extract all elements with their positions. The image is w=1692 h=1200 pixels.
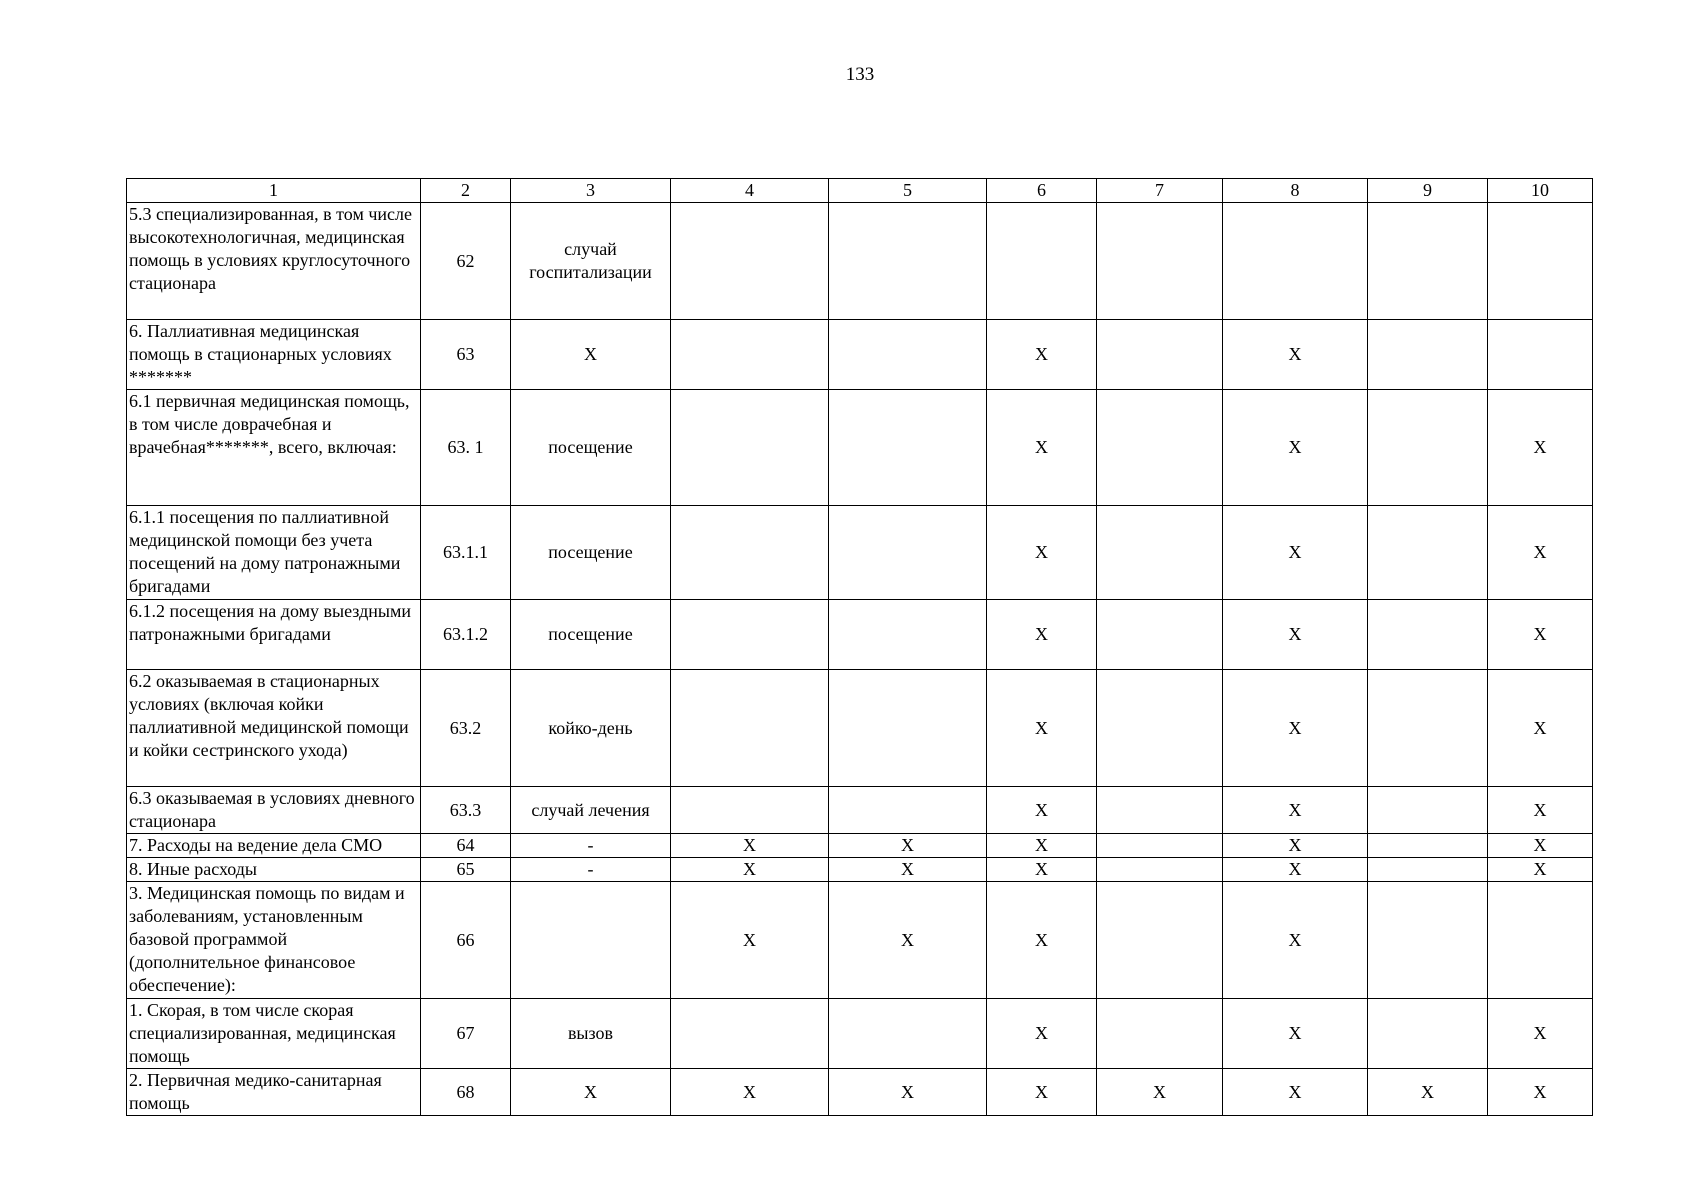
- cell-col5: [829, 320, 987, 390]
- table-row: [127, 390, 1593, 506]
- cell-col7: [1097, 600, 1223, 670]
- cell-col6: X: [987, 600, 1097, 670]
- cell-col9: [1368, 600, 1488, 670]
- cell-col9: [1368, 506, 1488, 600]
- row-line-code: 66: [421, 882, 511, 999]
- cell-col9: [1368, 320, 1488, 390]
- table-row: [127, 1069, 1593, 1116]
- cell-col5: X: [829, 834, 987, 858]
- cell-col5: [829, 390, 987, 506]
- cell-col9: [1368, 670, 1488, 787]
- cell-col10: X: [1488, 600, 1593, 670]
- cell-col8: X: [1223, 506, 1368, 600]
- cell-col4: X: [671, 834, 829, 858]
- cell-col5: [829, 203, 987, 320]
- row-unit: случай госпитализации: [511, 203, 671, 320]
- cell-col7: [1097, 858, 1223, 882]
- cell-col8: X: [1223, 834, 1368, 858]
- cell-col4: [671, 390, 829, 506]
- cell-col6: X: [987, 390, 1097, 506]
- header-cell: 4: [671, 179, 829, 203]
- row-name: 7. Расходы на ведение дела СМО: [127, 834, 421, 858]
- cell-col4: [671, 506, 829, 600]
- cell-col7: [1097, 882, 1223, 999]
- cell-col10: X: [1488, 999, 1593, 1069]
- cell-col5: [829, 600, 987, 670]
- cell-col9: [1368, 999, 1488, 1069]
- cell-col5: [829, 787, 987, 834]
- row-name: 6.1 первичная медицинская помощь, в том числе доврачебная и врачебная*******, всего, включая:: [127, 390, 421, 506]
- cell-col4: X: [671, 1069, 829, 1116]
- cell-col4: [671, 320, 829, 390]
- cell-col9: X: [1368, 1069, 1488, 1116]
- row-unit: -: [511, 858, 671, 882]
- table-row: [127, 787, 1593, 834]
- page-number: 133: [845, 64, 875, 85]
- row-line-code: 63.2: [421, 670, 511, 787]
- header-cell: 7: [1097, 179, 1223, 203]
- header-cell: 8: [1223, 179, 1368, 203]
- table-row: [127, 858, 1593, 882]
- row-unit: [511, 882, 671, 999]
- cell-col5: [829, 999, 987, 1069]
- cell-col4: X: [671, 858, 829, 882]
- data-table: [126, 178, 1593, 1116]
- row-unit: X: [511, 320, 671, 390]
- table-row: [127, 670, 1593, 787]
- cell-col8: [1223, 203, 1368, 320]
- cell-col9: [1368, 203, 1488, 320]
- row-line-code: 63: [421, 320, 511, 390]
- cell-col5: [829, 670, 987, 787]
- cell-col10: X: [1488, 1069, 1593, 1116]
- cell-col10: X: [1488, 506, 1593, 600]
- cell-col7: [1097, 320, 1223, 390]
- cell-col7: [1097, 834, 1223, 858]
- table-row: [127, 882, 1593, 999]
- cell-col7: X: [1097, 1069, 1223, 1116]
- cell-col8: X: [1223, 787, 1368, 834]
- cell-col9: [1368, 390, 1488, 506]
- row-unit: посещение: [511, 600, 671, 670]
- cell-col9: [1368, 858, 1488, 882]
- cell-col8: X: [1223, 320, 1368, 390]
- row-unit: вызов: [511, 999, 671, 1069]
- row-unit: -: [511, 834, 671, 858]
- cell-col6: X: [987, 670, 1097, 787]
- row-line-code: 63.1.2: [421, 600, 511, 670]
- row-unit: посещение: [511, 506, 671, 600]
- cell-col6: [987, 203, 1097, 320]
- row-line-code: 62: [421, 203, 511, 320]
- row-line-code: 63. 1: [421, 390, 511, 506]
- row-name: 6.3 оказываемая в условиях дневного стационара: [127, 787, 421, 834]
- cell-col6: X: [987, 882, 1097, 999]
- header-cell: 5: [829, 179, 987, 203]
- row-line-code: 65: [421, 858, 511, 882]
- header-cell: 1: [127, 179, 421, 203]
- cell-col5: X: [829, 858, 987, 882]
- cell-col4: [671, 600, 829, 670]
- cell-col10: [1488, 882, 1593, 999]
- row-unit: посещение: [511, 390, 671, 506]
- cell-col7: [1097, 506, 1223, 600]
- cell-col4: [671, 787, 829, 834]
- header-cell: 9: [1368, 179, 1488, 203]
- row-name: 6.1.1 посещения по паллиативной медицинской помощи без учета посещений на дому патронажными бригадами: [127, 506, 421, 600]
- cell-col5: [829, 506, 987, 600]
- row-name: 5.3 специализированная, в том числе высокотехнологичная, медицинская помощь в условиях круглосуточного стационара: [127, 203, 421, 320]
- cell-col8: X: [1223, 390, 1368, 506]
- row-unit: X: [511, 1069, 671, 1116]
- row-name: 8. Иные расходы: [127, 858, 421, 882]
- row-line-code: 67: [421, 999, 511, 1069]
- table-row: [127, 834, 1593, 858]
- cell-col5: X: [829, 882, 987, 999]
- cell-col9: [1368, 882, 1488, 999]
- cell-col6: X: [987, 320, 1097, 390]
- cell-col6: X: [987, 506, 1097, 600]
- table-row: [127, 203, 1593, 320]
- row-line-code: 64: [421, 834, 511, 858]
- cell-col5: X: [829, 1069, 987, 1116]
- cell-col4: X: [671, 882, 829, 999]
- cell-col8: X: [1223, 999, 1368, 1069]
- cell-col4: [671, 203, 829, 320]
- cell-col4: [671, 999, 829, 1069]
- cell-col10: X: [1488, 834, 1593, 858]
- row-line-code: 63.1.1: [421, 506, 511, 600]
- header-row: [127, 179, 1593, 203]
- cell-col8: X: [1223, 1069, 1368, 1116]
- cell-col8: X: [1223, 858, 1368, 882]
- cell-col7: [1097, 787, 1223, 834]
- cell-col7: [1097, 203, 1223, 320]
- cell-col10: X: [1488, 670, 1593, 787]
- row-unit: койко-день: [511, 670, 671, 787]
- cell-col10: [1488, 320, 1593, 390]
- header-cell: 6: [987, 179, 1097, 203]
- cell-col6: X: [987, 999, 1097, 1069]
- row-line-code: 63.3: [421, 787, 511, 834]
- cell-col6: X: [987, 834, 1097, 858]
- cell-col9: [1368, 787, 1488, 834]
- row-name: 1. Скорая, в том числе скорая специализированная, медицинская помощь: [127, 999, 421, 1069]
- row-name: 6.2 оказываемая в стационарных условиях (включая койки паллиативной медицинской помощи и койки сестринского ухода): [127, 670, 421, 787]
- header-cell: 2: [421, 179, 511, 203]
- cell-col4: [671, 670, 829, 787]
- row-name: 2. Первичная медико-санитарная помощь: [127, 1069, 421, 1116]
- cell-col10: X: [1488, 787, 1593, 834]
- header-cell: 10: [1488, 179, 1593, 203]
- cell-col7: [1097, 390, 1223, 506]
- cell-col10: X: [1488, 390, 1593, 506]
- header-cell: 3: [511, 179, 671, 203]
- cell-col8: X: [1223, 882, 1368, 999]
- cell-col7: [1097, 670, 1223, 787]
- table-row: [127, 600, 1593, 670]
- row-name: 6. Паллиативная медицинская помощь в стационарных условиях *******: [127, 320, 421, 390]
- cell-col8: X: [1223, 600, 1368, 670]
- cell-col8: X: [1223, 670, 1368, 787]
- cell-col6: X: [987, 787, 1097, 834]
- cell-col9: [1368, 834, 1488, 858]
- row-line-code: 68: [421, 1069, 511, 1116]
- row-name: 6.1.2 посещения на дому выездными патронажными бригадами: [127, 600, 421, 670]
- cell-col6: X: [987, 1069, 1097, 1116]
- row-name: 3. Медицинская помощь по видам и заболеваниям, установленным базовой программой (дополнительное финансовое обеспечение):: [127, 882, 421, 999]
- cell-col10: [1488, 203, 1593, 320]
- cell-col7: [1097, 999, 1223, 1069]
- cell-col6: X: [987, 858, 1097, 882]
- table-row: [127, 999, 1593, 1069]
- cell-col10: X: [1488, 858, 1593, 882]
- table-row: [127, 506, 1593, 600]
- table-row: [127, 320, 1593, 390]
- row-unit: случай лечения: [511, 787, 671, 834]
